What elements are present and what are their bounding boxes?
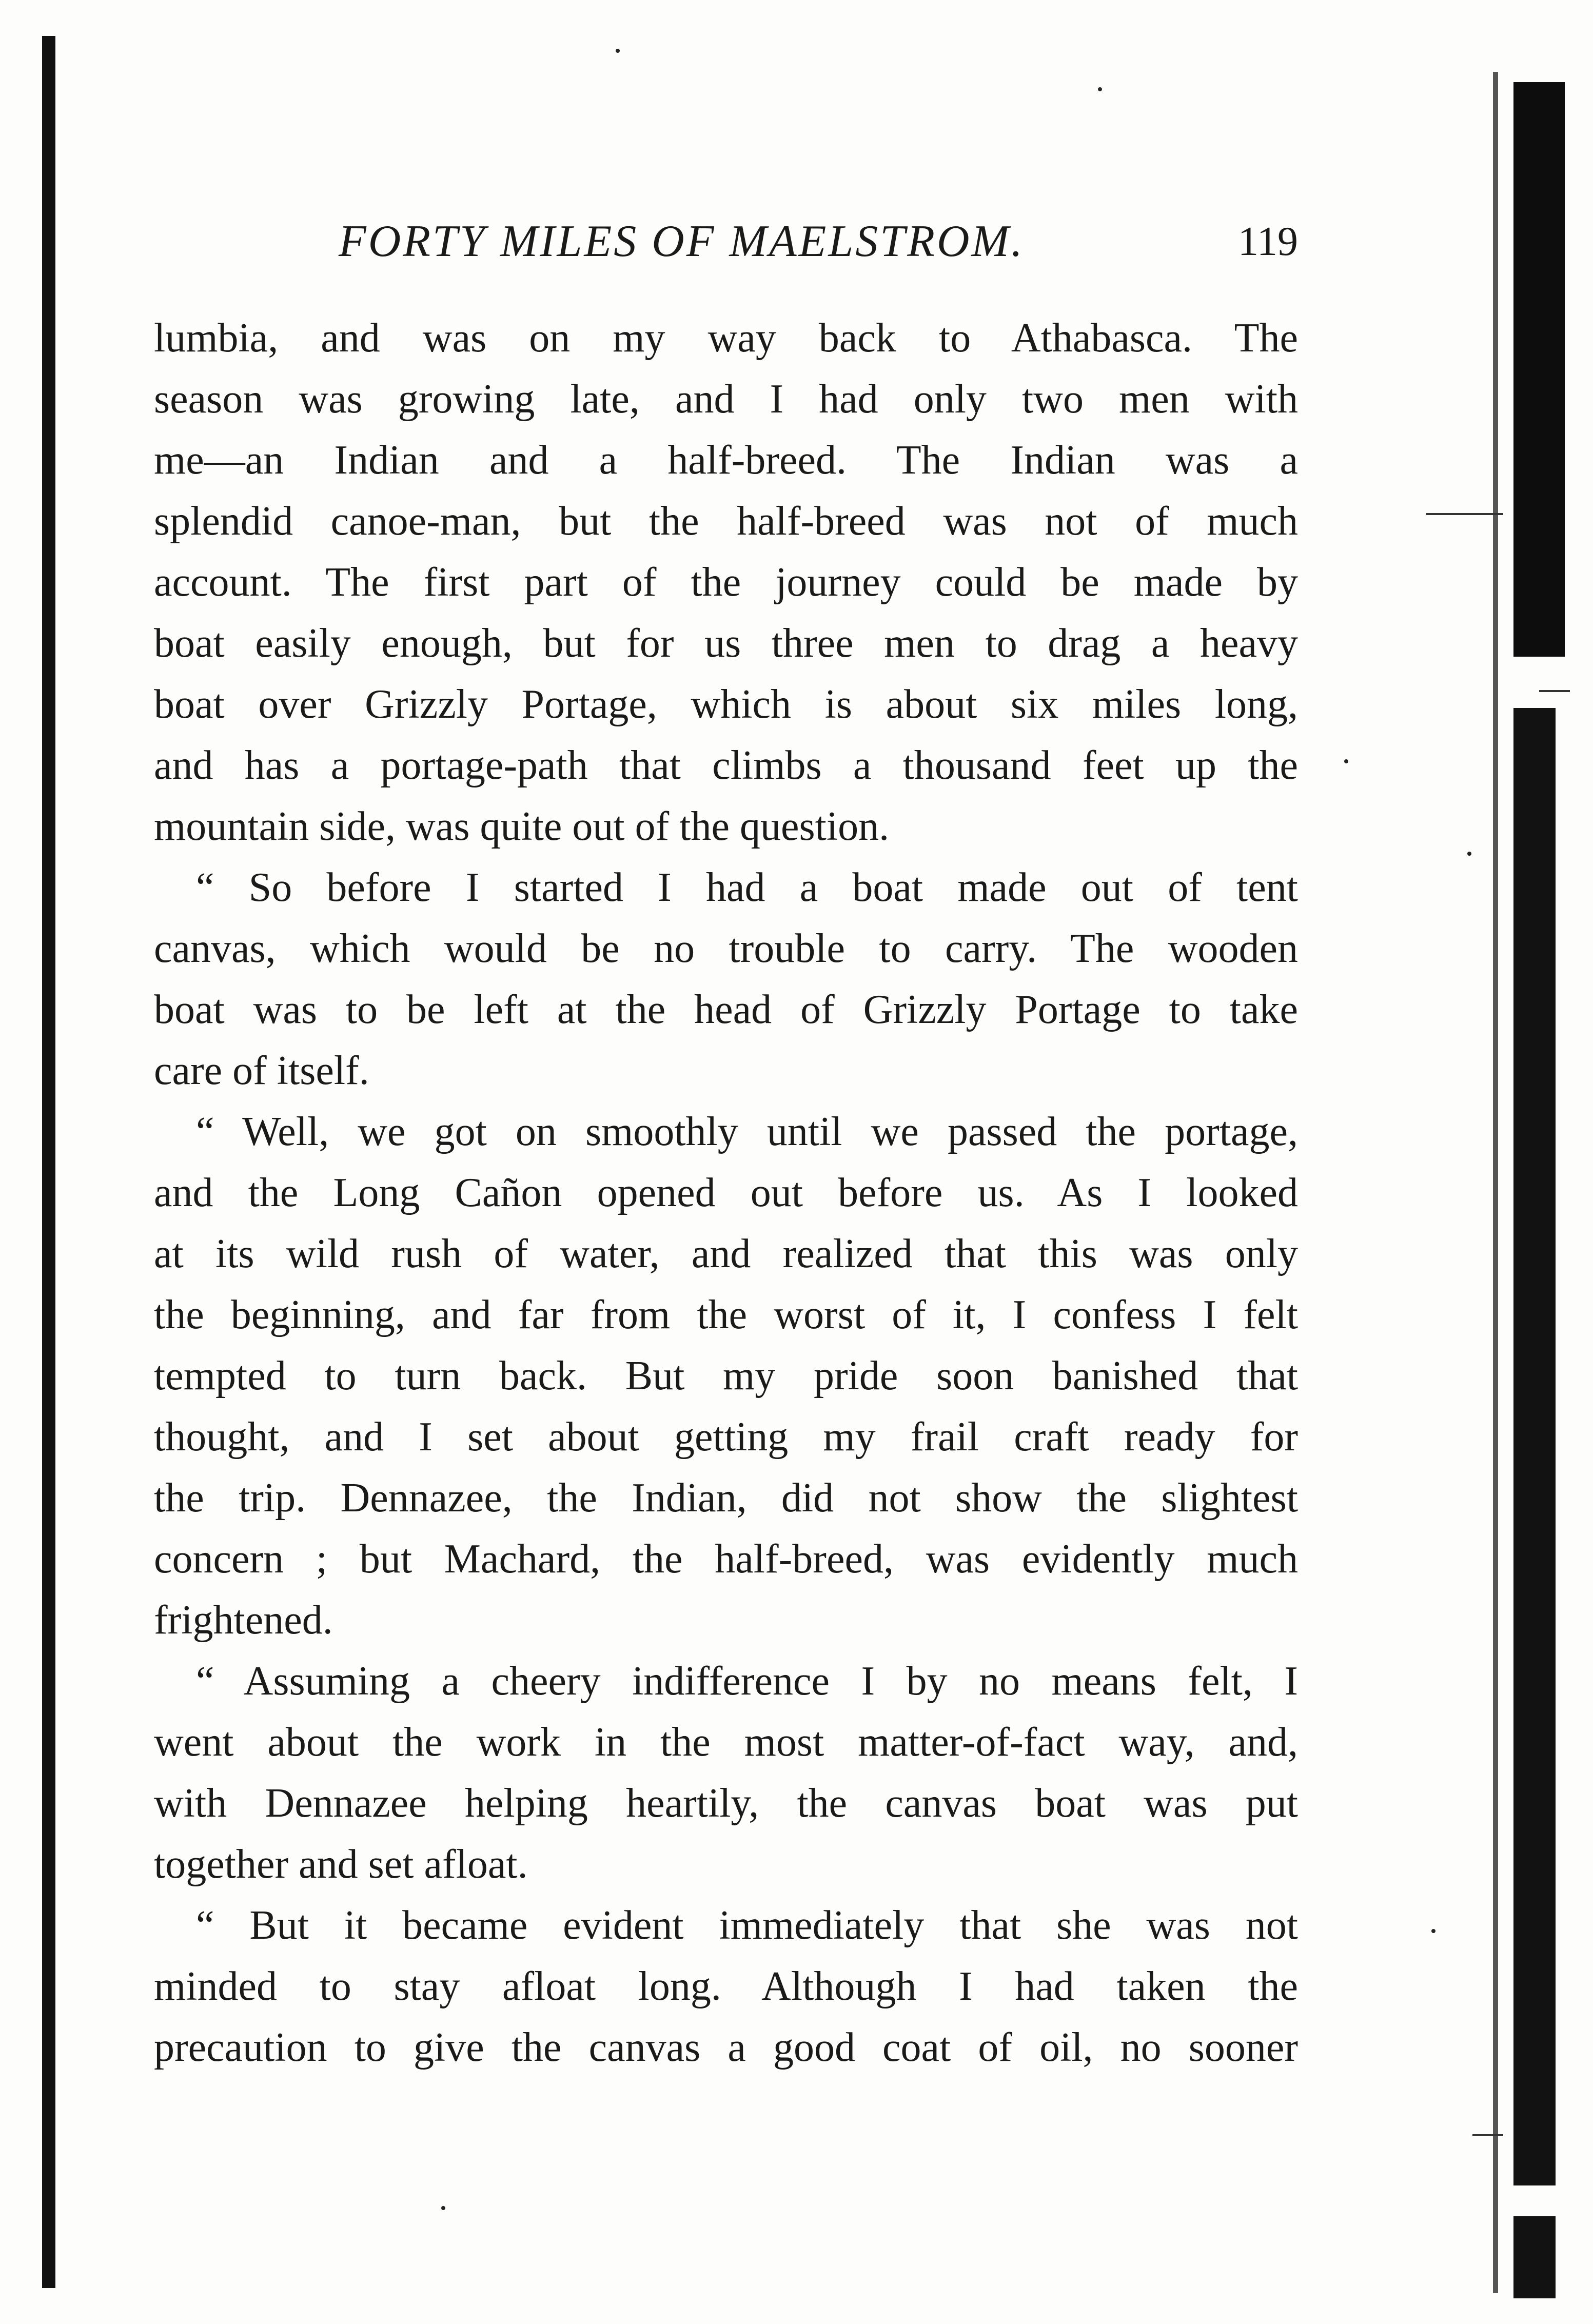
text-line: mountain side, was quite out of the question. [154,804,890,849]
text-line: splendid canoe-man, but the half-breed was not of much [154,499,1298,544]
text-line: the trip. Dennazee, the Indian, did not show the slightest [154,1475,1298,1521]
scan-edge-right-lower [1513,708,1556,2298]
scan-speck [1098,87,1102,91]
paragraph-5 [154,1895,1298,2078]
paragraph-1 [154,308,1298,857]
text-line: the beginning, and far from the worst of it, I confess I felt [154,1292,1298,1337]
text-line: “ So before I started I had a boat made out of tent [196,865,1298,910]
scan-mark [1426,513,1503,515]
text-line: precaution to give the canvas a good coat of oil, no sooner [154,2025,1298,2070]
text-line: canvas, which would be no trouble to carry. The wooden [154,926,1298,971]
text-line: boat over Grizzly Portage, which is about six miles long, [154,682,1298,727]
text-line: account. The first part of the journey could be made by [154,560,1298,605]
text-line: and has a portage-path that climbs a thousand feet up the [154,743,1298,788]
scan-speck [1431,1929,1435,1933]
text-line: care of itself. [154,1048,369,1093]
text-line: tempted to turn back. But my pride soon banished that [154,1353,1298,1399]
scan-edge-right-upper [1513,82,1565,657]
running-title: FORTY MILES OF MAELSTROM. [339,216,1025,266]
text-line: boat easily enough, but for us three men to drag a heavy [154,621,1298,666]
text-line: and the Long Cañon opened out before us. As I looked [154,1170,1298,1215]
text-line: minded to stay afloat long. Although I had taken the [154,1964,1298,2009]
scan-speck [1467,852,1471,856]
scan-speck [616,49,620,53]
text-line: went about the work in the most matter-of-fact way, and, [154,1720,1298,1765]
body-text [154,308,1298,2078]
scan-speck [441,2206,445,2210]
scan-edge-right-gap [1513,2185,1556,2216]
text-line: with Dennazee helping heartily, the canvas boat was put [154,1781,1298,1826]
scan-edge-right-thin [1493,72,1498,2293]
text-line: thought, and I set about getting my frail craft ready for [154,1414,1298,1460]
text-line: “ But it became evident immediately that she was not [196,1903,1298,1948]
paragraph-3 [154,1101,1298,1651]
text-line: “ Well, we got on smoothly until we passed the portage, [196,1109,1298,1154]
text-line: “ Assuming a cheery indifference I by no means felt, I [196,1659,1298,1704]
paragraph-4 [154,1651,1298,1895]
scan-edge-left [42,36,55,2288]
text-line: season was growing late, and I had only two men with [154,377,1298,422]
text-line: concern ; but Machard, the half-breed, was evidently much [154,1537,1298,1582]
scan-speck [1344,759,1348,763]
paragraph-2 [154,857,1298,1101]
text-line: boat was to be left at the head of Grizzly Portage to take [154,987,1298,1032]
text-line: me—an Indian and a half-breed. The Indian was a [154,438,1298,483]
running-header [154,215,1298,272]
text-line: lumbia, and was on my way back to Athabasca. The [154,316,1298,361]
text-line: frightened. [154,1598,333,1643]
scan-mark [1472,2134,1503,2136]
text-line: at its wild rush of water, and realized that this was only [154,1231,1298,1276]
scan-mark [1539,690,1570,692]
text-line: together and set afloat. [154,1842,528,1887]
page-number: 119 [1237,219,1298,264]
